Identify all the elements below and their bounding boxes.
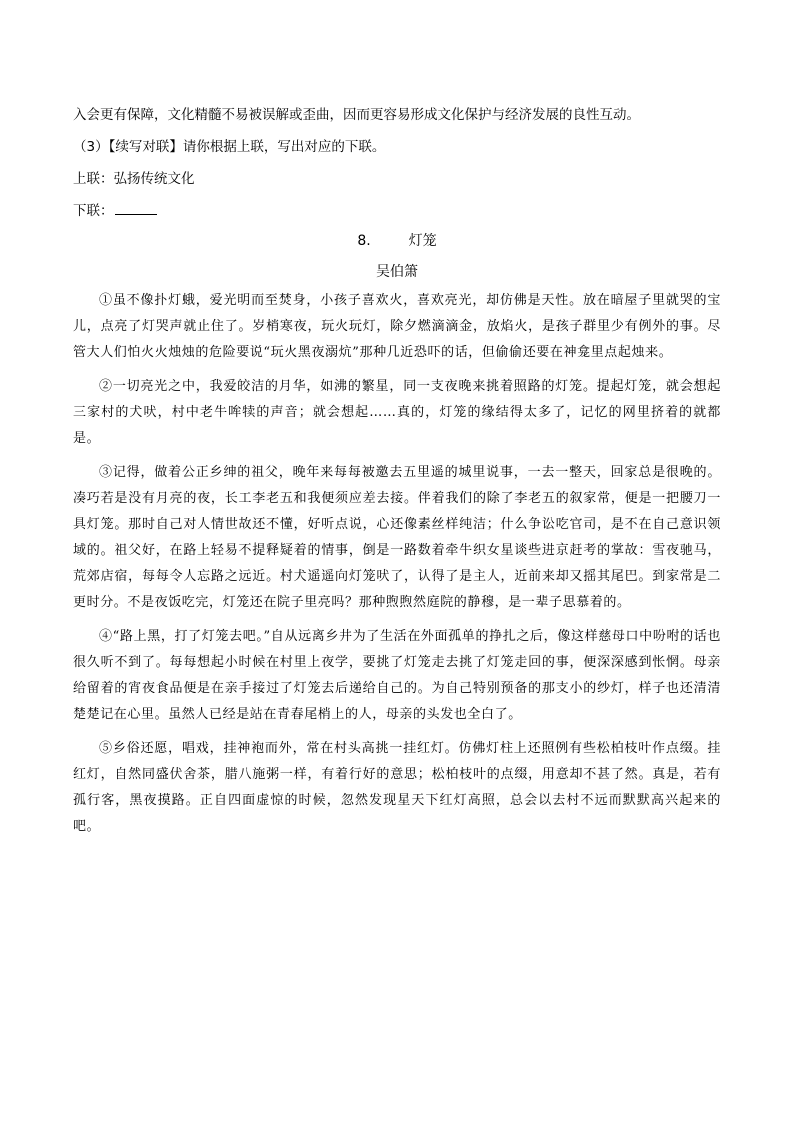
question-3-prompt: （3）【续写对联】请你根据上联，写出对应的下联。: [73, 139, 386, 155]
lower-couplet-label: 下联：: [73, 203, 114, 219]
intro-line-continuation: 入会更有保障，文化精髓不易被误解或歪曲，因而更容易形成文化保护与经济发展的良性互动。: [73, 107, 640, 123]
paragraph-1: ①虽不像扑灯蛾，爱光明而至焚身，小孩子喜欢火，喜欢亮光，却仿佛是天性。放在暗屋子里就哭的宝儿，点亮了灯哭声就止住了。岁梢寒夜，玩火玩灯，除夕燃滴滴金，放焰火，是孩子群里少有例外的事。尽管大人们怕火火烛烛的危险要说“玩火黑夜溺炕”那种几近恐吓的话，但偷偷还要在神龛里点起烛来。: [73, 293, 721, 360]
essay-body: [73, 288, 721, 840]
article-title: 灯笼: [408, 233, 437, 249]
article-number: 8.: [357, 233, 371, 249]
paragraph-4: ④“路上黑，打了灯笼去吧。”自从远离乡井为了生活在外面孤单的挣扎之后，像这样慈母口中吩咐的话也很久听不到了。每每想起小时候在村里上夜学，要挑了灯笼走去挑了灯笼走回的事，便深深感到怅惘。母亲给留着的宵夜食品便是在亲手接过了灯笼去后递给自己的。为自己特别预备的那支小的纱灯，样子也还清清楚楚记在心里。虽然人已经是站在青春尾梢上的人，母亲的头发也全白了。: [73, 629, 721, 722]
upper-couplet: 上联：弘扬传统文化: [73, 171, 195, 187]
lower-couplet: [73, 199, 157, 219]
article-author: 吴伯箫: [376, 264, 418, 280]
paragraph-3: ③记得，做着公正乡绅的祖父，晚年来每每被邀去五里遥的城里说事，一去一整天，回家总是很晚的。凑巧若是没有月亮的夜，长工李老五和我便须应差去接。伴着我们的除了李老五的叙家常，便是一把腰刀一具灯笼。那时自己对人情世故还不懂，好听点说，心还像素丝样纯洁；什么争讼吃官司，是不在自己意识领域的。祖父好，在路上轻易不提释疑着的情事，倒是一路数着牵牛织女星谈些进京赶考的掌故：雪夜驰马，荒郊店宿，每每令人忘路之远近。村犬遥遥向灯笼吠了，认得了是主人，近前来却又摇其尾巴。到家常是二更时分。不是夜饭吃完，灯笼还在院子里亮吗？那种煦煦然庭院的静穆，是一辈子思慕着的。: [73, 465, 721, 610]
paragraph-5: ⑤乡俗还愿，唱戏，挂神袍而外，常在村头高挑一挂红灯。仿佛灯柱上还照例有些松柏枝叶作点缀。挂红灯，自然同盛伏舍茶，腊八施粥一样，有着行好的意思；松柏枝叶的点缀，用意却不甚了然。真是，若有孤行客，黑夜摸路。正自四面虚惊的时候，忽然发现星天下红灯高照，总会以去村不远而默默高兴起来的吧。: [73, 741, 721, 834]
article-heading: [0, 230, 794, 250]
answer-blank[interactable]: [115, 202, 157, 215]
paragraph-2: ②一切亮光之中，我爱皎洁的月华，如沸的繁星，同一支夜晚来挑着照路的灯笼。提起灯笼，就会想起三家村的犬吠，村中老牛哞犊的声音；就会想起……真的，灯笼的缘结得太多了，记忆的网里挤着的就都是。: [73, 379, 721, 446]
